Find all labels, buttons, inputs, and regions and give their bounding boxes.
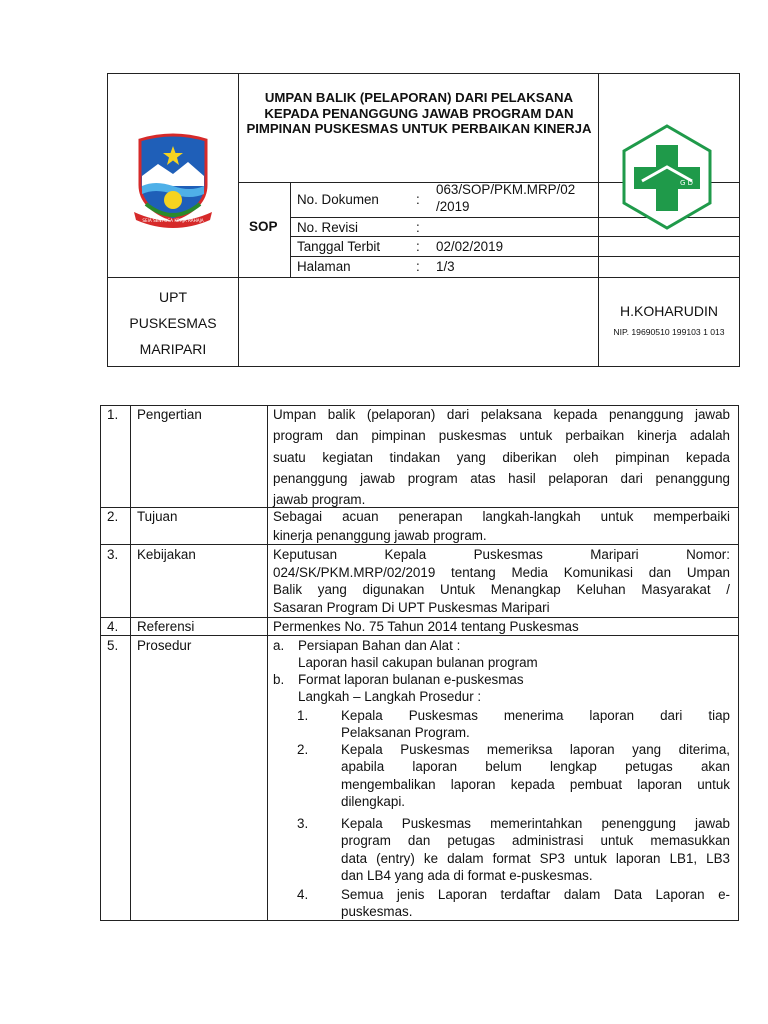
step-number: 1. [297, 708, 309, 723]
issue-date-value: 02/02/2019 [436, 239, 504, 254]
doc-number-value-1: 063/SOP/PKM.MRP/02 [436, 182, 576, 197]
row-title-kebijakan: Kebijakan [137, 547, 196, 562]
format-title: Format laporan bulanan e-puskesmas [298, 672, 524, 687]
list-marker-a: a. [273, 638, 285, 653]
logo-letters: G D [680, 179, 694, 187]
page-value: 1/3 [436, 259, 455, 274]
text-line: program dan petugas administrasi untuk memasukkan [341, 833, 730, 849]
text-line: 024/SK/PKM.MRP/02/2019 tentang Media Komunikasi dan Umpan [273, 564, 730, 580]
text-line: Pelaksanan Program. [341, 725, 470, 740]
text-line: Sebagai acuan penerapan langkah-langkah untuk memperbaiki [273, 509, 730, 524]
text-line: Kepala Puskesmas memeriksa laporan yang diterima, [341, 742, 730, 757]
step-number: 2. [297, 742, 309, 757]
list-marker-b: b. [273, 672, 285, 687]
text-line: Keputusan Kepala Puskesmas Maripari Nomor: [273, 547, 730, 562]
steps-heading: Langkah – Langkah Prosedur : [298, 689, 482, 704]
revision-label: No. Revisi [297, 220, 359, 235]
signer-block [598, 303, 740, 337]
row-title-prosedur: Prosedur [137, 638, 192, 653]
signer-nip: NIP. 19690510 199103 1 013 [613, 327, 725, 337]
text-line: Semua jenis Laporan terdaftar dalam Data Laporan e- [341, 887, 730, 902]
step-text [341, 815, 730, 884]
row-number: 3. [107, 547, 119, 562]
row-number: 2. [107, 509, 119, 524]
unit-line-1: UPT [159, 289, 187, 305]
step-text [341, 707, 730, 741]
row-number: 1. [107, 407, 119, 422]
step-number: 3. [297, 816, 309, 831]
step-text [341, 886, 730, 920]
text-line: dilengkapi. [341, 793, 406, 809]
step-number: 4. [297, 887, 309, 902]
doc-number-label: No. Dokumen [297, 192, 379, 207]
row-number: 4. [107, 619, 119, 634]
row-title-referensi: Referensi [137, 619, 195, 634]
text-line: suatu kegiatan tindakan yang diberikan oleh pimpinan kepada [273, 449, 730, 465]
crest-banner-text: SEIA SENTOSA KERJA RAHAJA [142, 218, 204, 223]
unit-name [108, 284, 238, 362]
prep-text: Laporan hasil cakupan bulanan program [298, 655, 538, 670]
row-number: 5. [107, 638, 119, 653]
text-line: jawab program. [273, 492, 366, 508]
row-text-kebijakan [273, 546, 730, 616]
text-line: mengembalikan laporan kepada pembuat laporan untuk [341, 776, 730, 792]
row-text-pengertian [273, 406, 730, 508]
issue-date-label: Tanggal Terbit [297, 239, 381, 254]
text-line: data (entry) ke dalam format SP3 untuk laporan LB1, LB3 [341, 850, 730, 866]
text-line: Kepala Puskesmas menerima laporan dari tiap [341, 708, 730, 723]
document-title: UMPAN BALIK (PELAPORAN) DARI PELAKSANA KEPADA PENANGGUNG JAWAB PROGRAM DAN PIMPINAN PUSKESMAS UNTUK PERBAIKAN KINERJA [246, 90, 592, 136]
doc-number-colon: : [416, 192, 420, 207]
step-text [341, 741, 730, 810]
text-line: program dan pimpinan puskesmas untuk perbaikan kinerja adalah [273, 428, 730, 444]
unit-line-3: MARIPARI [139, 341, 207, 357]
text-line: apabila laporan belum lengkap petugas akan [341, 759, 730, 775]
puskesmas-logo [620, 123, 714, 231]
prep-title: Persiapan Bahan dan Alat : [298, 638, 461, 653]
text-line: puskesmas. [341, 904, 413, 919]
text-line: penanggung jawab program atas hasil pelaporan dari penanggung [273, 470, 730, 486]
row-title-tujuan: Tujuan [137, 509, 178, 524]
text-line: Kepala Puskesmas memerintahkan penenggung jawab [341, 816, 730, 831]
text-line: kinerja penanggung jawab program. [273, 528, 487, 544]
signer-name: H.KOHARUDIN [619, 303, 718, 319]
row-text-referensi: Permenkes No. 75 Tahun 2014 tentang Puskesmas [273, 619, 579, 634]
text-line: Sasaran Program Di UPT Puskesmas Maripari [273, 599, 550, 615]
regency-crest-logo [130, 130, 216, 228]
page-colon: : [416, 259, 420, 274]
text-line: Umpan balik (pelaporan) dari pelaksana kepada penanggung jawab [273, 407, 730, 422]
unit-line-2: PUSKESMAS [129, 315, 217, 331]
page-label: Halaman [297, 259, 351, 274]
text-line: dan LB4 yang ada di format e-puskesmas. [341, 867, 593, 883]
doc-number-value-2: /2019 [436, 199, 470, 214]
row-text-tujuan [273, 508, 730, 545]
issue-date-colon: : [416, 239, 420, 254]
sop-label: SOP [249, 219, 278, 234]
revision-colon: : [416, 220, 420, 235]
text-line: Balik yang digunakan Untuk Menangkap Keluhan Masyarakat / [273, 582, 730, 597]
row-title-pengertian: Pengertian [137, 407, 202, 422]
